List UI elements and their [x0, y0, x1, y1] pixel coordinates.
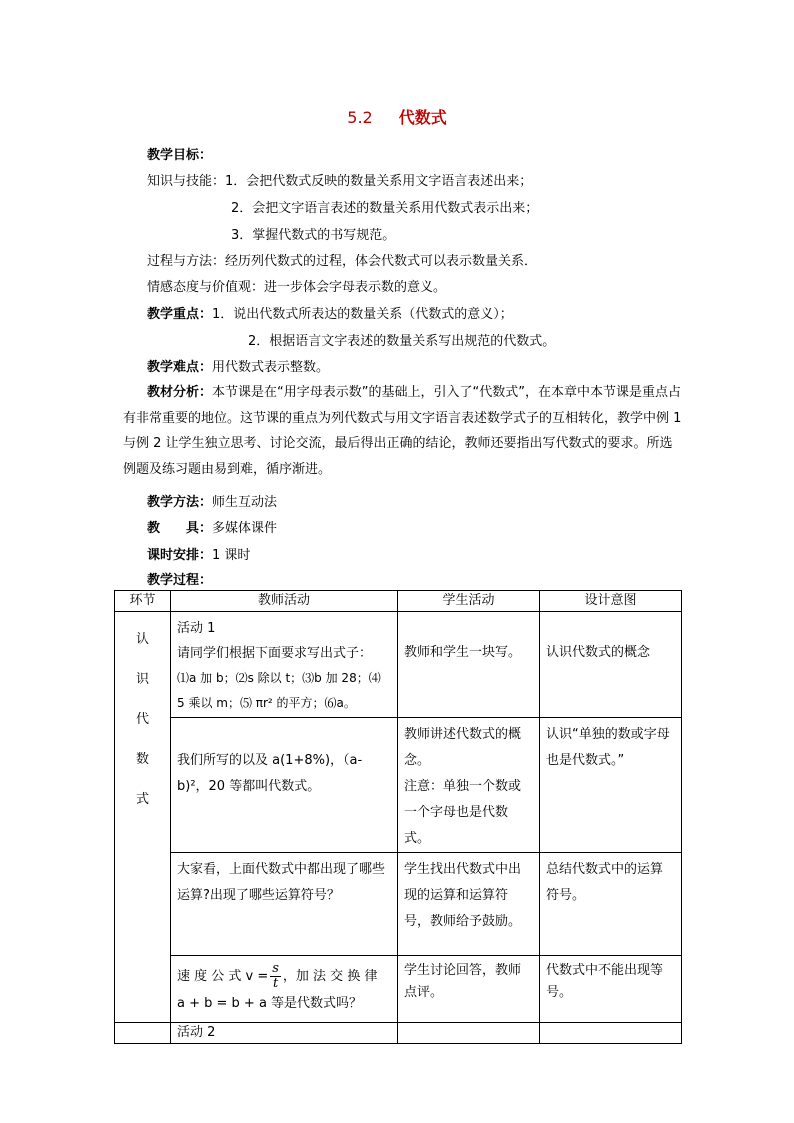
- difficulty-text: 用代数式表示整数。: [212, 360, 330, 375]
- table-header-row: [115, 591, 682, 612]
- intent-cell: [540, 718, 682, 853]
- objectives-heading: 教学目标：: [147, 148, 213, 163]
- student-activity-cell: [398, 612, 540, 718]
- activity-prompt: 请同学们根据下面要求写出式子：: [177, 646, 373, 661]
- process-line: [147, 253, 537, 271]
- table-row: [115, 612, 682, 718]
- method-label: 教学方法：: [147, 495, 213, 510]
- commutative-law-line: a + b = b + a 等是代数式吗？: [177, 996, 363, 1011]
- activity-title: 活动 1: [177, 621, 216, 636]
- activity-items-2: 5 乘以 m；⑸ πr² 的平方；⑹a。: [177, 696, 356, 710]
- student-activity-cell-empty: [398, 1023, 540, 1044]
- intent-text: 总结代数式中的运算符号。: [546, 862, 664, 903]
- segment-label: 认 识 代 数 式: [135, 632, 149, 807]
- fraction-s-over-t: $\frac{s}{t}$: [272, 961, 279, 991]
- key-point-2: 2．根据语言文字表述的数量关系写出规范的代数式。: [248, 334, 556, 349]
- knowledge-item-1: 1．会把代数式反映的数量关系用文字语言表述出来；: [225, 174, 533, 189]
- analysis-label: 教材分析：: [147, 385, 213, 400]
- header-intent: 设计意图: [540, 591, 682, 612]
- tools-line: [147, 520, 277, 538]
- schedule-text: 1 课时: [212, 548, 251, 563]
- attitude-label: 情感态度与价值观：: [147, 280, 265, 295]
- attitude-line: [147, 279, 446, 297]
- lesson-process-table: [114, 590, 682, 1044]
- speed-formula-line: 速 度 公 式 v = $\frac{s}{t}$ ，加 法 交 换 律: [177, 961, 378, 991]
- key-points-line-1: [147, 306, 513, 324]
- knowledge-item-2: 2．会把文字语言表述的数量关系用代数式表示出来；: [231, 201, 539, 216]
- schedule-label: 课时安排：: [147, 548, 213, 563]
- difficulty-line: [147, 359, 329, 377]
- teacher-activity-cell: [171, 612, 398, 718]
- activity-items-1: ⑴a 加 b；⑵s 除以 t；⑶b 加 28；⑷: [177, 671, 381, 685]
- method-line: [147, 494, 277, 512]
- section-number: 5.2: [347, 108, 373, 127]
- student-activity-cell: [398, 956, 540, 1023]
- process-label: 过程与方法：: [147, 254, 226, 269]
- header-teacher: 教师活动: [171, 591, 398, 612]
- analysis-text: 本节课是在“用字母表示数”的基础上，引入了“代数式”，在本章中本节课是重点占有非常重要的地位。这节课的重点为列代数式与用文字语言表述数学式子的互相转化，教学中例 1 与例 2 让学生独立思考、讨论交流，最后得出正确的结论，教师还要指出写代数式的要求。所选例题及练习题由易到难，循序渐进。: [123, 385, 682, 477]
- difficulty-label: 教学难点：: [147, 360, 213, 375]
- teacher-text: 大家看，上面代数式中都出现了哪些运算?出现了哪些运算符号？: [177, 862, 386, 903]
- tools-label: 教 具：: [147, 521, 213, 536]
- process-text: 经历列代数式的过程，体会代数式可以表示数量关系．: [225, 254, 538, 269]
- schedule-line: [147, 547, 250, 565]
- method-text: 师生互动法: [212, 495, 278, 510]
- table-row: [115, 718, 682, 853]
- student-text: 教师和学生一块写。: [404, 645, 522, 660]
- student-activity-cell: [398, 718, 540, 853]
- header-student: 学生活动: [398, 591, 540, 612]
- intent-text: 认识代数式的概念: [546, 645, 651, 660]
- teacher-activity-cell: [171, 718, 398, 853]
- intent-cell-empty: [540, 1023, 682, 1044]
- activity-2-title: 活动 2: [177, 1025, 216, 1040]
- table-row: [115, 956, 682, 1023]
- intent-text: 代数式中不能出现等号。: [546, 963, 664, 1000]
- teacher-activity-cell: [171, 1023, 398, 1044]
- section-title: 代数式: [398, 108, 447, 127]
- intent-cell: [540, 853, 682, 956]
- student-text-2: 注意：单独一个数或一个字母也是代数式。: [404, 779, 522, 846]
- header-segment: 环节: [115, 591, 171, 612]
- key-points-label: 教学重点：: [147, 307, 213, 322]
- teacher-activity-cell: [171, 853, 398, 956]
- segment-cell: [115, 612, 171, 1023]
- student-text-1: 教师讲述代数式的概念。: [404, 727, 522, 768]
- intent-text: 认识“单独的数或字母也是代数式。”: [546, 727, 670, 768]
- knowledge-line-1: [147, 173, 532, 191]
- student-text: 学生讨论回答，教师点评。: [404, 963, 522, 1000]
- page-title: [0, 107, 794, 129]
- segment-cell-empty: [115, 1023, 171, 1044]
- intent-cell: [540, 956, 682, 1023]
- intent-cell: [540, 612, 682, 718]
- teacher-activity-cell: [171, 956, 398, 1023]
- student-text: 学生找出代数式中出现的运算和运算符号，教师给予鼓励。: [404, 862, 522, 929]
- table-row: [115, 1023, 682, 1044]
- analysis-paragraph: [123, 380, 683, 482]
- knowledge-item-3: 3．掌握代数式的书写规范。: [231, 228, 396, 243]
- process-heading: 教学过程：: [147, 573, 213, 588]
- knowledge-label: 知识与技能：: [147, 174, 226, 189]
- tools-text: 多媒体课件: [212, 521, 278, 536]
- table-row: [115, 853, 682, 956]
- attitude-text: 进一步体会字母表示数的意义。: [264, 280, 447, 295]
- teacher-text: 我们所写的以及 a(1+8%)，（a-b)²，20 等都叫代数式。: [177, 753, 363, 794]
- student-activity-cell: [398, 853, 540, 956]
- key-point-1: 1．说出代数式所表达的数量关系（代数式的意义）；: [212, 307, 513, 322]
